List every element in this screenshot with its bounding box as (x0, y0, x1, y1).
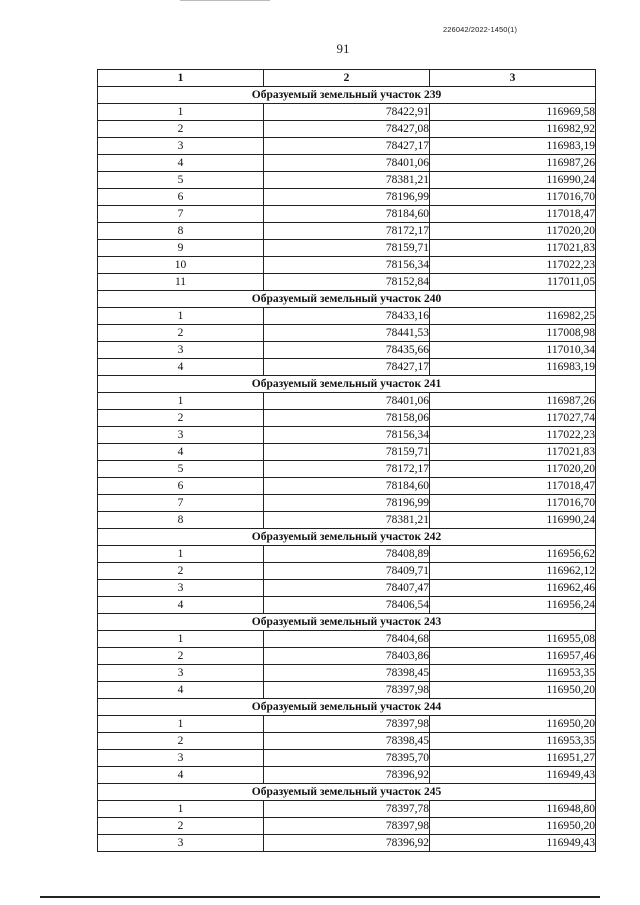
point-number: 4 (98, 155, 264, 172)
point-number: 1 (98, 308, 264, 325)
point-number: 3 (98, 427, 264, 444)
table-row (98, 682, 596, 699)
point-number: 9 (98, 240, 264, 257)
coord-y: 116990,24 (430, 512, 596, 529)
coord-y: 116982,92 (430, 121, 596, 138)
point-number: 5 (98, 172, 264, 189)
section-title-row (98, 376, 596, 393)
coord-x: 78408,89 (264, 546, 430, 563)
point-number: 4 (98, 444, 264, 461)
coord-x: 78398,45 (264, 733, 430, 750)
coord-y: 116969,58 (430, 104, 596, 121)
table-row (98, 767, 596, 784)
point-number: 7 (98, 206, 264, 223)
coord-x: 78184,60 (264, 206, 430, 223)
coord-x: 78172,17 (264, 223, 430, 240)
header-row (98, 70, 596, 87)
coord-x: 78158,06 (264, 410, 430, 427)
table-row (98, 189, 596, 206)
coord-x: 78196,99 (264, 495, 430, 512)
point-number: 8 (98, 223, 264, 240)
table-row (98, 410, 596, 427)
coord-y: 117021,83 (430, 444, 596, 461)
coord-x: 78156,34 (264, 257, 430, 274)
coord-y: 116955,08 (430, 631, 596, 648)
coord-y: 116982,25 (430, 308, 596, 325)
header-col-1: 1 (98, 70, 264, 87)
point-number: 1 (98, 716, 264, 733)
coord-x: 78397,98 (264, 682, 430, 699)
point-number: 2 (98, 818, 264, 835)
point-number: 1 (98, 546, 264, 563)
coord-y: 117027,74 (430, 410, 596, 427)
point-number: 3 (98, 835, 264, 852)
coord-y: 116949,43 (430, 767, 596, 784)
coord-x: 78409,71 (264, 563, 430, 580)
coord-x: 78401,06 (264, 155, 430, 172)
coord-y: 116983,19 (430, 359, 596, 376)
coord-x: 78196,99 (264, 189, 430, 206)
point-number: 1 (98, 801, 264, 818)
coord-x: 78381,21 (264, 172, 430, 189)
coord-x: 78398,45 (264, 665, 430, 682)
point-number: 10 (98, 257, 264, 274)
point-number: 4 (98, 359, 264, 376)
table-row (98, 835, 596, 852)
table-row (98, 342, 596, 359)
point-number: 11 (98, 274, 264, 291)
point-number: 2 (98, 410, 264, 427)
coord-y: 116950,20 (430, 818, 596, 835)
table-row (98, 257, 596, 274)
point-number: 2 (98, 121, 264, 138)
coord-x: 78396,92 (264, 835, 430, 852)
point-number: 2 (98, 648, 264, 665)
section-title-row (98, 614, 596, 631)
point-number: 3 (98, 580, 264, 597)
table-row (98, 223, 596, 240)
coord-y: 116987,26 (430, 393, 596, 410)
table-row (98, 478, 596, 495)
document-stamp: 226042/2022-1450(1) (443, 25, 518, 34)
bottom-edge-rule (40, 896, 600, 898)
table-row (98, 138, 596, 155)
table-row (98, 512, 596, 529)
table-row (98, 444, 596, 461)
top-edge-mark (180, 0, 270, 1)
table-row (98, 733, 596, 750)
section-title: Образуемый земельный участок 245 (98, 784, 596, 801)
section-title-row (98, 784, 596, 801)
header-col-3: 3 (430, 70, 596, 87)
coord-y: 116949,43 (430, 835, 596, 852)
point-number: 7 (98, 495, 264, 512)
coord-y: 117018,47 (430, 206, 596, 223)
point-number: 8 (98, 512, 264, 529)
coord-y: 116951,27 (430, 750, 596, 767)
coord-y: 117016,70 (430, 495, 596, 512)
coord-x: 78156,34 (264, 427, 430, 444)
table-row (98, 155, 596, 172)
table-row (98, 308, 596, 325)
point-number: 2 (98, 733, 264, 750)
section-title-row (98, 87, 596, 104)
table-row (98, 240, 596, 257)
coord-y: 116956,24 (430, 597, 596, 614)
coord-x: 78422,91 (264, 104, 430, 121)
table-row (98, 393, 596, 410)
table-row (98, 648, 596, 665)
table-row (98, 461, 596, 478)
coord-y: 116950,20 (430, 682, 596, 699)
table-row (98, 325, 596, 342)
coord-y: 117016,70 (430, 189, 596, 206)
coord-x: 78435,66 (264, 342, 430, 359)
coord-x: 78427,17 (264, 359, 430, 376)
point-number: 3 (98, 665, 264, 682)
point-number: 5 (98, 461, 264, 478)
table-row (98, 359, 596, 376)
coord-y: 117021,83 (430, 240, 596, 257)
point-number: 3 (98, 138, 264, 155)
table-row (98, 665, 596, 682)
coord-x: 78441,53 (264, 325, 430, 342)
table-row (98, 597, 596, 614)
coord-y: 116948,80 (430, 801, 596, 818)
coord-y: 116987,26 (430, 155, 596, 172)
section-title: Образуемый земельный участок 239 (98, 87, 596, 104)
coord-y: 116953,35 (430, 665, 596, 682)
table-row (98, 563, 596, 580)
point-number: 4 (98, 767, 264, 784)
coord-x: 78406,54 (264, 597, 430, 614)
coord-x: 78397,78 (264, 801, 430, 818)
coord-y: 117020,20 (430, 223, 596, 240)
coord-x: 78433,16 (264, 308, 430, 325)
point-number: 3 (98, 750, 264, 767)
coord-y: 116953,35 (430, 733, 596, 750)
coord-x: 78152,84 (264, 274, 430, 291)
section-title: Образуемый земельный участок 243 (98, 614, 596, 631)
table-row (98, 427, 596, 444)
coord-x: 78403,86 (264, 648, 430, 665)
table-row (98, 801, 596, 818)
coord-y: 116950,20 (430, 716, 596, 733)
coord-x: 78395,70 (264, 750, 430, 767)
table-body (98, 87, 596, 852)
coord-x: 78404,68 (264, 631, 430, 648)
section-title: Образуемый земельный участок 240 (98, 291, 596, 308)
point-number: 4 (98, 682, 264, 699)
table-row (98, 750, 596, 767)
section-title: Образуемый земельный участок 244 (98, 699, 596, 716)
table-row (98, 206, 596, 223)
coord-y: 116962,46 (430, 580, 596, 597)
point-number: 4 (98, 597, 264, 614)
page-number: 91 (336, 41, 350, 56)
point-number: 2 (98, 563, 264, 580)
coord-y: 116957,46 (430, 648, 596, 665)
coord-y: 117020,20 (430, 461, 596, 478)
coord-x: 78427,17 (264, 138, 430, 155)
coord-x: 78159,71 (264, 240, 430, 257)
coord-y: 117022,23 (430, 427, 596, 444)
table-row (98, 172, 596, 189)
coord-y: 116983,19 (430, 138, 596, 155)
header-col-2: 2 (264, 70, 430, 87)
coord-y: 116962,12 (430, 563, 596, 580)
point-number: 1 (98, 393, 264, 410)
coord-x: 78407,47 (264, 580, 430, 597)
point-number: 3 (98, 342, 264, 359)
table-row (98, 631, 596, 648)
table-row (98, 104, 596, 121)
coord-y: 117018,47 (430, 478, 596, 495)
coord-y: 117022,23 (430, 257, 596, 274)
table-row (98, 274, 596, 291)
point-number: 1 (98, 104, 264, 121)
point-number: 6 (98, 478, 264, 495)
table-row (98, 495, 596, 512)
section-title: Образуемый земельный участок 241 (98, 376, 596, 393)
coord-y: 117008,98 (430, 325, 596, 342)
coord-x: 78427,08 (264, 121, 430, 138)
point-number: 6 (98, 189, 264, 206)
table-row (98, 580, 596, 597)
section-title-row (98, 291, 596, 308)
coord-x: 78172,17 (264, 461, 430, 478)
coord-x: 78396,92 (264, 767, 430, 784)
coord-x: 78397,98 (264, 716, 430, 733)
table-row (98, 818, 596, 835)
coordinates-table (97, 69, 596, 852)
table-row (98, 121, 596, 138)
coord-y: 116956,62 (430, 546, 596, 563)
table-row (98, 716, 596, 733)
coord-x: 78159,71 (264, 444, 430, 461)
coord-x: 78381,21 (264, 512, 430, 529)
coord-y: 117011,05 (430, 274, 596, 291)
coord-x: 78401,06 (264, 393, 430, 410)
coord-y: 117010,34 (430, 342, 596, 359)
point-number: 2 (98, 325, 264, 342)
table-row (98, 546, 596, 563)
coord-x: 78184,60 (264, 478, 430, 495)
point-number: 1 (98, 631, 264, 648)
coord-x: 78397,98 (264, 818, 430, 835)
section-title-row (98, 699, 596, 716)
section-title-row (98, 529, 596, 546)
coord-y: 116990,24 (430, 172, 596, 189)
section-title: Образуемый земельный участок 242 (98, 529, 596, 546)
